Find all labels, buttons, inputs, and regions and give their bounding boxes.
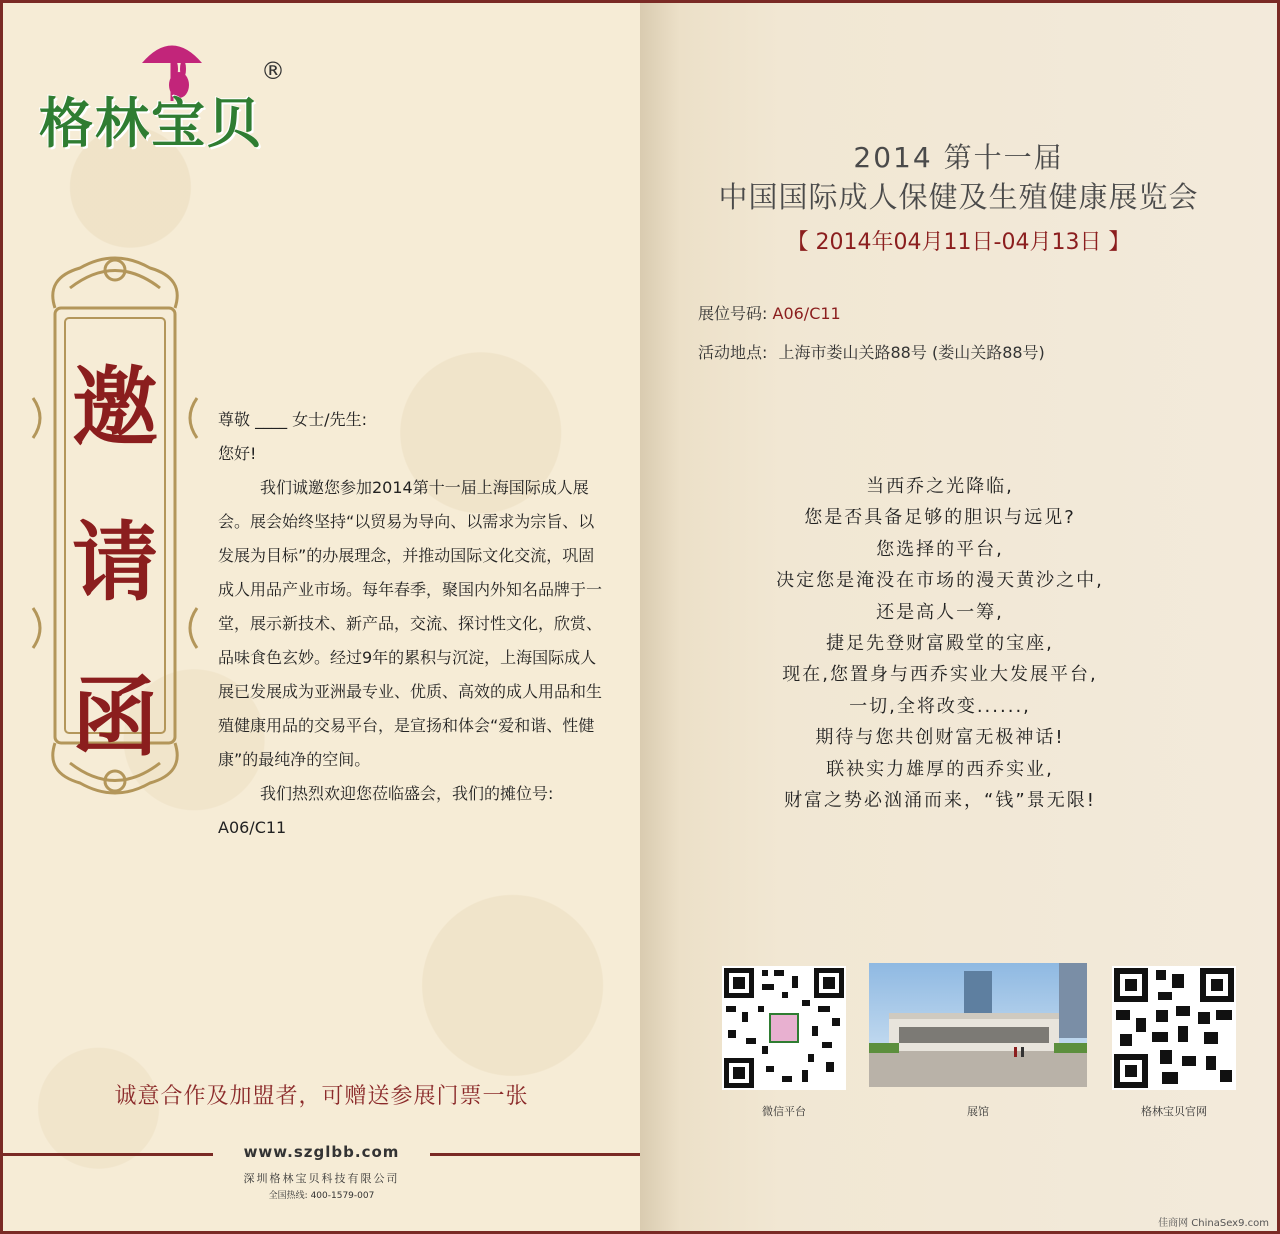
- venue-value: 上海市娄山关路88号 (娄山关路88号): [778, 343, 1045, 362]
- invitation-char-3: 函: [72, 667, 158, 768]
- invitation-char-1: 邀: [72, 357, 158, 458]
- wechat-caption: 微信平台: [762, 1105, 806, 1118]
- booth-info: [698, 301, 841, 324]
- letter-booth: A06/C11: [218, 818, 287, 837]
- brand-logo: [39, 33, 289, 155]
- poem-line: 当西乔之光降临,: [866, 476, 1014, 497]
- right-panel: [640, 3, 1277, 1231]
- wechat-qr-code[interactable]: [722, 966, 846, 1090]
- qr-code-icon: [1112, 966, 1236, 1090]
- booth-value: A06/C11: [772, 304, 841, 323]
- poem-line: 还是高人一筹,: [876, 601, 1004, 623]
- poem-line: 捷足先登财富殿堂的宝座,: [826, 633, 1054, 655]
- venue-photo: [869, 963, 1087, 1087]
- poem-line: 您是否具备足够的胆识与远见?: [804, 507, 1076, 529]
- event-title-line2: 中国国际成人保健及生殖健康展览会: [718, 180, 1199, 214]
- letter-closing: 我们热烈欢迎您莅临盛会，我们的摊位号:: [260, 784, 554, 803]
- exhibition-hall-image: [869, 963, 1087, 1087]
- website-qr-code[interactable]: [1112, 966, 1236, 1090]
- website-caption: 格林宝贝官网: [1141, 1105, 1207, 1118]
- registered-mark: ®: [261, 57, 285, 85]
- letter-greeting: 尊敬 ____ 女士/先生:: [218, 410, 367, 429]
- booth-label: 展位号码:: [698, 304, 768, 323]
- poem-line: 期待与您共创财富无极神话!: [815, 727, 1065, 749]
- left-panel: [3, 3, 640, 1231]
- invitation-char-2: 请: [72, 512, 158, 613]
- qr-code-icon: [722, 966, 846, 1090]
- poem-line: 现在,您置身与西乔实业大发展平台,: [782, 664, 1098, 686]
- invitation-frame: [25, 248, 205, 803]
- footer-url[interactable]: www.szglbb.com: [243, 1143, 400, 1161]
- site-watermark: 佳商网 ChinaSex9.com: [1158, 1218, 1269, 1229]
- event-title-line1: 2014 第十一届: [853, 141, 1064, 174]
- venue-label: 活动地点:: [698, 343, 768, 362]
- poem-line: 一切,全将改变......,: [849, 695, 1031, 717]
- logo-wordmark: 格林宝贝: [39, 92, 263, 155]
- poem-line: 决定您是淹没在市场的漫天黄沙之中,: [776, 570, 1104, 592]
- venue-caption: 展馆: [967, 1105, 989, 1118]
- letter-hello: 您好!: [218, 444, 257, 463]
- footer-company: 深圳格林宝贝科技有限公司: [243, 1172, 400, 1185]
- poem: [640, 471, 1240, 816]
- poem-line: 财富之势必汹涌而来，“钱”景无限!: [784, 790, 1096, 812]
- venue-info: [698, 340, 1045, 363]
- poem-line: 联袂实力雄厚的西乔实业,: [826, 758, 1054, 780]
- promo-text: 诚意合作及加盟者，可赠送参展门票一张: [114, 1084, 529, 1109]
- event-date: 【 2014年04月11日-04月13日 】: [786, 230, 1131, 255]
- letter-body: 我们诚邀您参加2014第十一届上海国际成人展会。展会始终坚持“以贸易为导向、以需求为宗旨、以发展为目标”的办展理念，并推动国际文化交流，巩固成人用品产业市场。每年春季，聚国内外知名品牌于一堂，展示新技术、新产品，交流、探讨性文化，欣赏、品味食色玄妙。经过9年的累积与沉淀，上海国际成人展已发展成为亚洲最专业、优质、高效的成人用品和生殖健康用品的交易平台，是宣扬和体会“爱和谐、性健康”的最纯净的空间。: [218, 478, 603, 769]
- invitation-letter: [218, 403, 603, 845]
- footer-hotline: 全国热线: 400-1579-007: [268, 1191, 375, 1201]
- poem-line: 您选择的平台,: [876, 538, 1004, 560]
